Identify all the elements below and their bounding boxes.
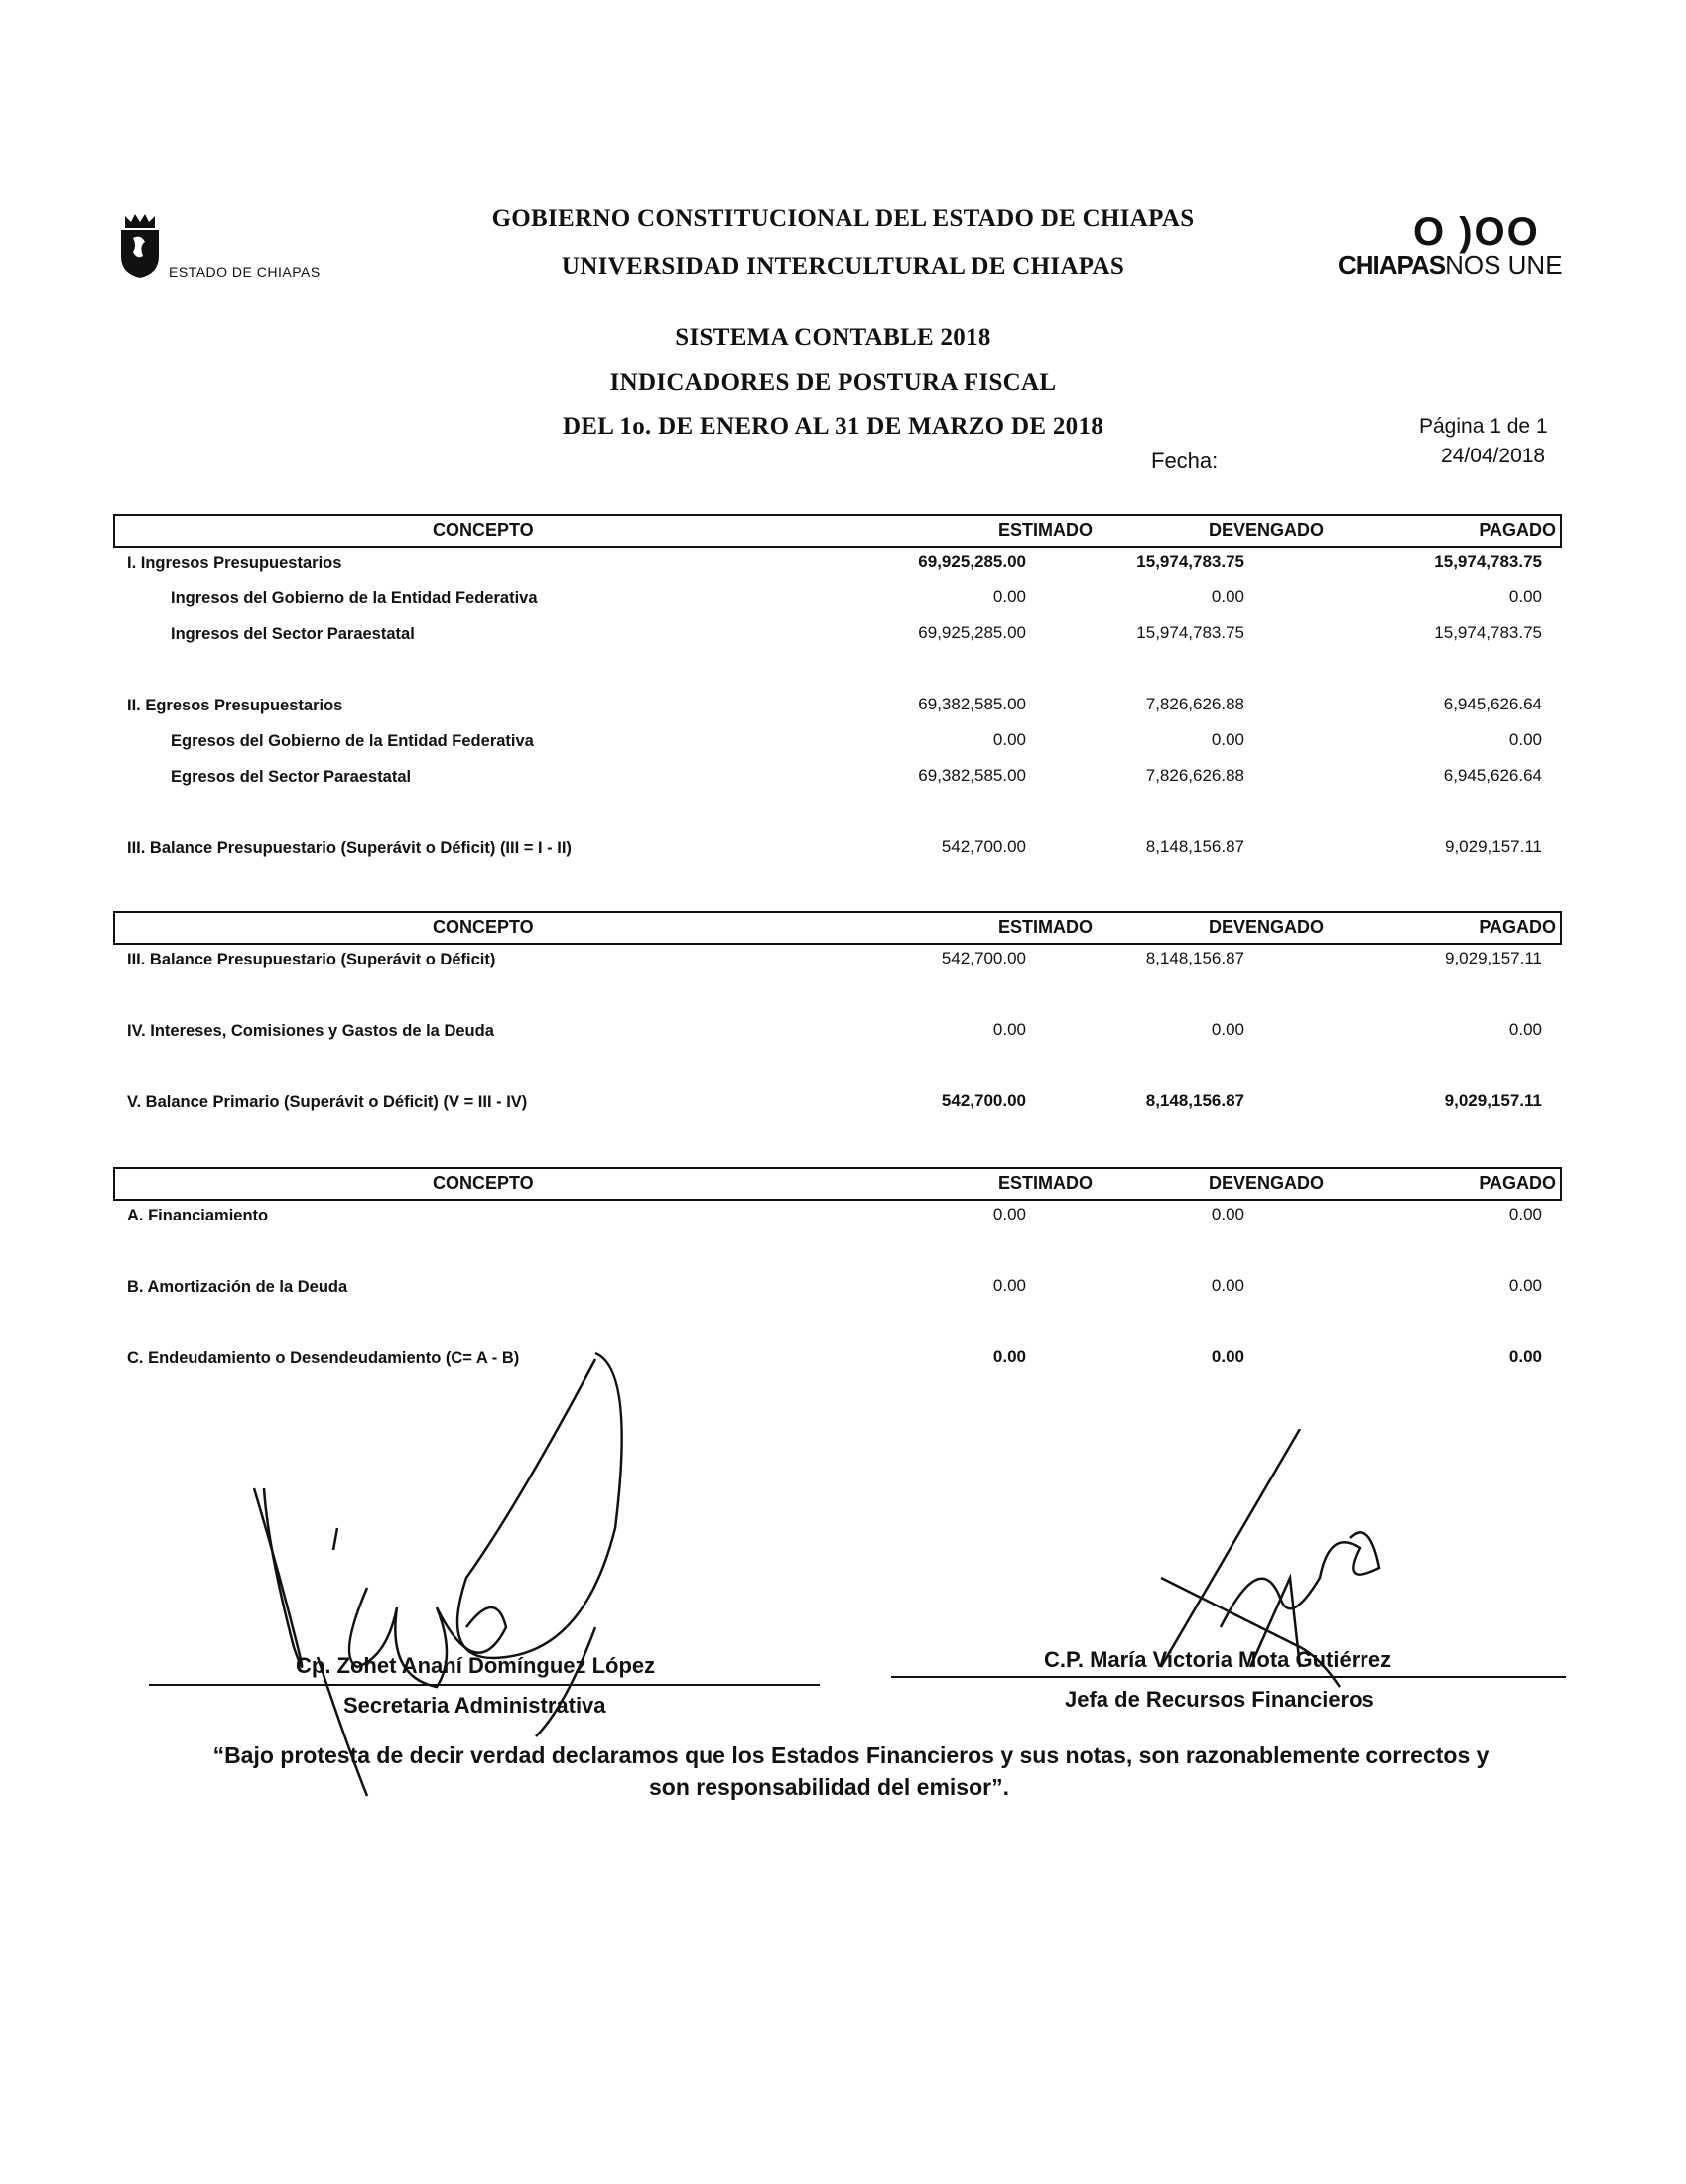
row-devengado: 8,148,156.87: [1145, 837, 1244, 856]
row-estimado: 0.00: [992, 1205, 1026, 1223]
right-logo-bold: CHIAPAS: [1338, 250, 1446, 280]
row-concepto: IV. Intereses, Comisiones y Gastos de la Deuda: [127, 1022, 494, 1040]
col-concepto: CONCEPTO: [433, 917, 534, 937]
row-devengado: 0.00: [1211, 587, 1244, 606]
row-devengado: 0.00: [1211, 1348, 1244, 1366]
budget-table-body: [113, 548, 1562, 869]
row-estimado: 69,382,585.00: [918, 766, 1026, 785]
budget-table: [113, 514, 1562, 869]
date-value: 24/04/2018: [1441, 445, 1546, 467]
col-devengado: DEVENGADO: [1209, 520, 1325, 540]
row-concepto: V. Balance Primario (Superávit o Déficit) (V = III - IV): [127, 1093, 528, 1111]
right-logo-top: O )OO: [1413, 210, 1540, 254]
table-header: [113, 911, 1562, 945]
row-concepto: II. Egresos Presupuestarios: [127, 697, 343, 714]
row-spacer: [113, 1236, 1562, 1272]
right-signer-role: Jefa de Recursos Financieros: [1065, 1687, 1374, 1712]
date-label: Fecha:: [1151, 449, 1219, 473]
col-pagado: PAGADO: [1479, 917, 1556, 937]
row-concepto: III. Balance Presupuestario (Superávit o Déficit) (III = I - II): [127, 839, 572, 857]
col-estimado: ESTIMADO: [998, 1173, 1094, 1193]
row-devengado: 8,148,156.87: [1145, 949, 1244, 967]
row-concepto: A. Financiamiento: [127, 1207, 269, 1224]
row-estimado: 542,700.00: [941, 837, 1026, 856]
table-row: [113, 1088, 1562, 1123]
row-estimado: 0.00: [992, 1276, 1026, 1295]
row-estimado: 69,925,285.00: [918, 623, 1026, 642]
row-pagado: 0.00: [1508, 1348, 1542, 1366]
row-pagado: 0.00: [1508, 1205, 1542, 1223]
row-devengado: 15,974,783.75: [1136, 552, 1244, 571]
table-row: [113, 1016, 1562, 1052]
row-pagado: 9,029,157.11: [1445, 949, 1542, 967]
table-header: [113, 514, 1562, 548]
row-pagado: 0.00: [1508, 1020, 1542, 1039]
page-number: Página 1 de 1: [1419, 415, 1548, 438]
col-concepto: CONCEPTO: [433, 520, 534, 540]
primary-balance-table-body: [113, 945, 1562, 1123]
row-devengado: 0.00: [1211, 1276, 1244, 1295]
table-row: [113, 762, 1562, 798]
declaration-line-2: son responsabilidad del emisor”.: [649, 1774, 1009, 1800]
university-title: UNIVERSIDAD INTERCULTURAL DE CHIAPAS: [561, 253, 1125, 280]
row-concepto: C. Endeudamiento o Desendeudamiento (C= A - B): [127, 1349, 520, 1367]
left-signer-role: Secretaria Administrativa: [343, 1693, 606, 1718]
report-heading: INDICADORES DE POSTURA FISCAL: [609, 369, 1057, 396]
period-heading: DEL 1o. DE ENERO AL 31 DE MARZO DE 2018: [562, 413, 1104, 440]
row-pagado: 6,945,626.64: [1443, 766, 1542, 785]
table-row: [113, 1201, 1562, 1236]
row-devengado: 0.00: [1211, 730, 1244, 749]
col-devengado: DEVENGADO: [1209, 917, 1325, 937]
row-pagado: 15,974,783.75: [1434, 623, 1542, 642]
declaration-line-1: “Bajo protesta de decir verdad declaramos que los Estados Financieros y sus notas, son razonablemente correctos y: [212, 1742, 1490, 1768]
table-row: [113, 691, 1562, 726]
row-pagado: 0.00: [1508, 1276, 1542, 1295]
table-row: [113, 619, 1562, 655]
right-signature-line: [891, 1676, 1566, 1678]
table-row: [113, 726, 1562, 762]
row-pagado: 9,029,157.11: [1444, 1092, 1542, 1110]
row-spacer: [113, 655, 1562, 691]
chiapas-nos-une-logo: [1330, 210, 1563, 280]
col-concepto: CONCEPTO: [433, 1173, 534, 1193]
row-devengado: 7,826,626.88: [1145, 766, 1244, 785]
right-logo-light: NOS UNE: [1445, 250, 1563, 280]
col-estimado: ESTIMADO: [998, 520, 1094, 540]
row-estimado: 0.00: [992, 1020, 1026, 1039]
col-devengado: DEVENGADO: [1209, 1173, 1325, 1193]
col-estimado: ESTIMADO: [998, 917, 1094, 937]
row-estimado: 0.00: [992, 587, 1026, 606]
row-devengado: 15,974,783.75: [1136, 623, 1244, 642]
row-concepto: Ingresos del Gobierno de la Entidad Federativa: [171, 589, 538, 607]
row-devengado: 0.00: [1211, 1205, 1244, 1223]
col-pagado: PAGADO: [1479, 1173, 1556, 1193]
right-logo-wordmark: [1338, 250, 1563, 281]
table-row: [113, 1272, 1562, 1308]
row-concepto: Ingresos del Sector Paraestatal: [171, 625, 415, 643]
primary-balance-table: [113, 911, 1562, 1123]
col-pagado: PAGADO: [1479, 520, 1556, 540]
right-signer-name: C.P. María Victoria Mota Gutiérrez: [1044, 1647, 1392, 1672]
row-spacer: [113, 798, 1562, 834]
system-heading: SISTEMA CONTABLE 2018: [675, 324, 991, 351]
row-concepto: I. Ingresos Presupuestarios: [127, 554, 342, 572]
row-devengado: 7,826,626.88: [1145, 695, 1244, 713]
row-pagado: 0.00: [1508, 587, 1542, 606]
row-spacer: [113, 980, 1562, 1016]
table-row: [113, 548, 1562, 583]
row-concepto: Egresos del Sector Paraestatal: [171, 768, 412, 786]
row-concepto: Egresos del Gobierno de la Entidad Federativa: [171, 732, 534, 750]
row-estimado: 69,925,285.00: [918, 552, 1026, 571]
government-title: GOBIERNO CONSTITUCIONAL DEL ESTADO DE CHIAPAS: [491, 205, 1195, 232]
left-signature-line: [149, 1684, 820, 1686]
row-estimado: 69,382,585.00: [918, 695, 1026, 713]
table-row: [113, 834, 1562, 869]
left-logo-text: ESTADO DE CHIAPAS: [169, 264, 321, 280]
row-devengado: 0.00: [1211, 1020, 1244, 1039]
row-pagado: 9,029,157.11: [1445, 837, 1542, 856]
left-signer-name: Cp. Zohet Ananí Domínguez López: [296, 1653, 656, 1678]
table-header: [113, 1167, 1562, 1201]
row-concepto: B. Amortización de la Deuda: [127, 1278, 348, 1296]
row-spacer: [113, 1052, 1562, 1088]
row-concepto: III. Balance Presupuestario (Superávit o Déficit): [127, 951, 496, 968]
row-pagado: 6,945,626.64: [1443, 695, 1542, 713]
row-estimado: 542,700.00: [941, 1092, 1026, 1110]
row-estimado: 0.00: [992, 1348, 1026, 1366]
row-estimado: 0.00: [992, 730, 1026, 749]
table-row: [113, 945, 1562, 980]
row-devengado: 8,148,156.87: [1145, 1092, 1244, 1110]
row-estimado: 542,700.00: [941, 949, 1026, 967]
row-pagado: 0.00: [1508, 730, 1542, 749]
row-pagado: 15,974,783.75: [1434, 552, 1542, 571]
table-row: [113, 583, 1562, 619]
